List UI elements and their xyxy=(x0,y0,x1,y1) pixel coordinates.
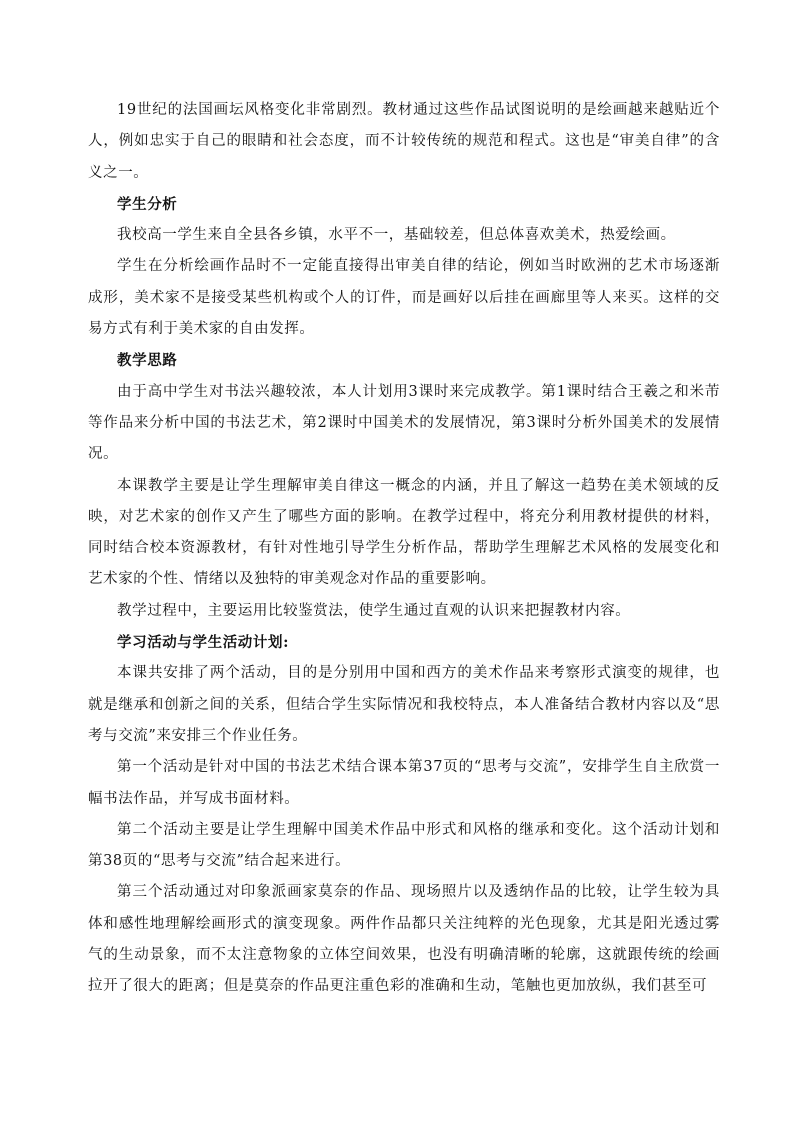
paragraph-intro: 19世纪的法国画坛风格变化非常剧烈。教材通过这些作品试图说明的是绘画越来越贴近个人，例如忠实于自己的眼睛和社会态度，而不计较传统的规范和程式。这也是“审美自律”的含义之一。 xyxy=(88,102,720,181)
paragraph-student-background: 我校高一学生来自全县各乡镇，水平不一，基础较差，但总体喜欢美术，热爱绘画。 xyxy=(117,227,676,244)
paragraph-activity-three: 第三个活动通过对印象派画家莫奈的作品、现场照片以及透纳作品的比较，让学生较为具体和感性地理解绘画形式的演变现象。两件作品都只关注纯粹的光色现象，尤其是阳光透过雾气的生动景象，而不太注意物象的立体空间效果，也没有明确清晰的轮廓，这就跟传统的绘画拉开了很大的距离；但是莫奈的作品更注重色彩的准确和生动，笔触也更加放纵，我们甚至可 xyxy=(88,884,720,995)
paragraph-lesson-plan: 由于高中学生对书法兴趣较浓，本人计划用3课时来完成教学。第1课时结合王羲之和米芾等作品来分析中国的书法艺术，第2课时中国美术的发展情况，第3课时分析外国美术的发展情况。 xyxy=(88,383,720,463)
paragraph-activity-one: 第一个活动是针对中国的书法艺术结合课本第37页的“思考与交流”，安排学生自主欣赏一幅书法作品，并写成书面材料。 xyxy=(88,759,720,807)
heading-activity-plan: 学习活动与学生活动计划: xyxy=(117,634,290,652)
paragraph-teaching-goal: 本课教学主要是让学生理解审美自律这一概念的内涵，并且了解这一趋势在美术领域的反映，对艺术家的创作又产生了哪些方面的影响。在教学过程中，将充分利用教材提供的材料，同时结合校本资源教材，有针对性地引导学生分析作品，帮助学生理解艺术风格的发展变化和艺术家的个性、情绪以及独特的审美观念对作品的重要影响。 xyxy=(88,477,720,588)
paragraph-activity-two: 第二个活动主要是让学生理解中国美术作品中形式和风格的继承和变化。这个活动计划和第38页的“思考与交流”结合起来进行。 xyxy=(88,821,720,870)
paragraph-activity-overview: 本课共安排了两个活动，目的是分别用中国和西方的美术作品来考察形式演变的规律，也就是继承和创新之间的关系，但结合学生实际情况和我校特点，本人准备结合教材内容以及“思考与交流”来安排三个作业任务。 xyxy=(88,665,720,744)
paragraph-teaching-method: 教学过程中，主要运用比较鉴赏法，使学生通过直观的认识来把握教材内容。 xyxy=(117,602,631,619)
paragraph-student-analysis: 学生在分析绘画作品时不一定能直接得出审美自律的结论，例如当时欧洲的艺术市场逐渐成形，美术家不是接受某些机构或个人的订件，而是画好以后挂在画廊里等人来买。这样的交易方式有利于美术家的自由发挥。 xyxy=(88,258,720,338)
heading-teaching-approach: 教学思路 xyxy=(117,352,178,370)
heading-student-analysis: 学生分析 xyxy=(117,195,178,213)
document-page xyxy=(88,95,720,1003)
